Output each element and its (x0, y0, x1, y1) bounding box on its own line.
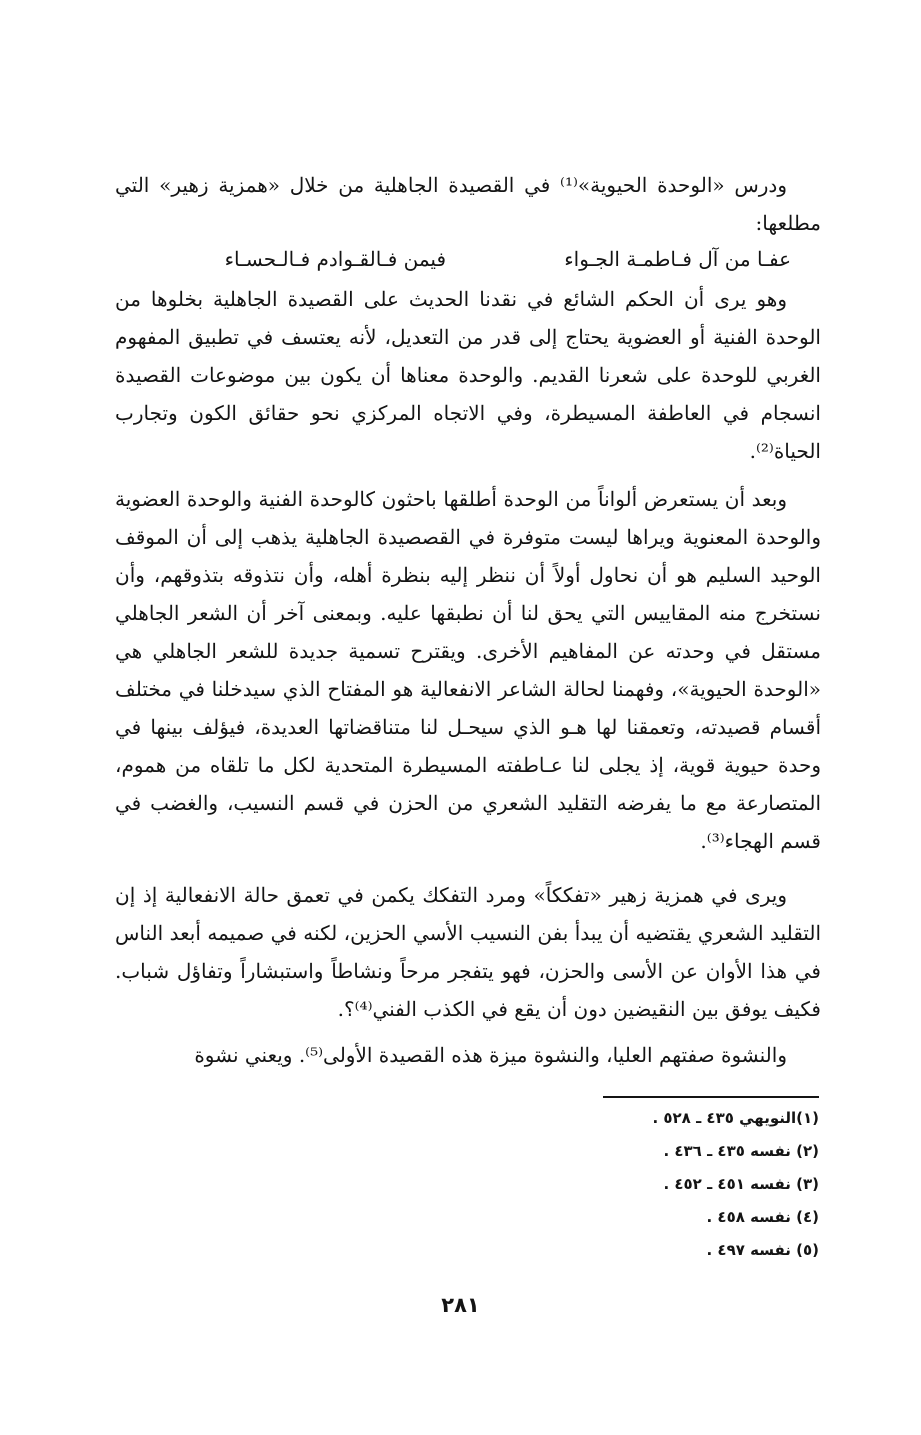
paragraph-intro (115, 166, 821, 242)
footnote-divider (603, 1096, 819, 1098)
poem-verse (110, 240, 791, 280)
verse-first-hemistich: عفـا من آل فـاطمـة الجـواء (564, 247, 791, 271)
page-number: ٢٨١ (441, 1293, 480, 1317)
paragraph-block-3 (115, 480, 821, 860)
paragraph-1: ودرس «الوحدة الحيوية»⁽¹⁾ في القصيدة الجاهلية من خلال «همزية زهير» التي مطلعها: (115, 173, 821, 235)
footnotes-list (499, 1102, 819, 1267)
paragraph-5: والنشوة صفتهم العليا، والنشوة ميزة هذه القصيدة الأولى⁽⁵⁾. ويعني نشوة (194, 1043, 787, 1067)
footnote-1: (١)النويهي ٤٣٥ ـ ٥٢٨ . (652, 1109, 819, 1127)
paragraph-block-5 (115, 1036, 821, 1074)
verse-second-hemistich: فيمن فـالقـوادم فـالـحسـاء (224, 247, 446, 271)
paragraph-block-4 (115, 876, 821, 1028)
paragraph-2: وهو يرى أن الحكم الشائع في نقدنا الحديث على القصيدة الجاهلية بخلوها من الوحدة الفنية أو العضوية يحتاج إلى قدر من التعديل، لأنه يعتسف في تطبيق المفهوم الغربي للوحدة على شعرنا القديم. والوحدة معناها أن يكون بين موضوعات القصيدة انسجام في العاطفة المسيطرة، وفي الاتجاه المركزي نحو حقائق الكون وتجارب الحياة⁽²⁾. (115, 287, 821, 463)
paragraph-4: ويرى في همزية زهير «تفككاً» ومرد التفكك يكمن في تعمق حالة الانفعالية إذ إن التقليد الشعري يقتضيه أن يبدأ بفن النسيب الأسي الحزين، لكنه في صميمه أبعد الناس في هذا الأوان عن الأسى والحزن، فهو يتفجر مرحاً ونشاطاً واستبشاراً وتفاؤل شباب. فكيف يوفق بين النقيضين دون أن يقع في الكذب الفني⁽⁴⁾؟. (115, 883, 821, 1021)
footnote-2: (٢) نفسه ٤٣٥ ـ ٤٣٦ . (663, 1142, 819, 1160)
paragraph-block-2 (115, 280, 821, 470)
paragraph-3: وبعد أن يستعرض ألواناً من الوحدة أطلقها باحثون كالوحدة الفنية والوحدة العضوية والوحدة المعنوية ويراها ليست متوفرة في القصصيدة الجاهلية يذهب إلى أن الموقف الوحيد السليم هو أن نحاول أولاً أن ننظر إليه بنظرة أهله، وأن نتذوقه بتذوقهم، وأن نستخرج منه المقاييس التي يحق لنا أن نطبقها عليه. وبمعنى آخر أن الشعر الجاهلي مستقل في وحدته عن المفاهيم الأخرى. ويقترح تسمية جديدة للشعر الجاهلي هي «الوحدة الحيوية»، وفهمنا لحالة الشاعر الانفعالية هو المفتاح الذي سيدخلنا في مختلف أقسام قصيدته، وتعمقنا لها هـو الذي سيحـل لنا متناقضاتها العديدة، فيؤلف بينها في وحدة حيوية قوية، إذ يجلى لنا عـاطفته المسيطرة المتحدية لكل ما تلقاه من هموم، المتصارعة مع ما يفرضه التقليد الشعري من الحزن في قسم النسيب، والغضب في قسم الهجاء⁽³⁾. (115, 487, 821, 853)
footnote-3: (٣) نفسه ٤٥١ ـ ٤٥٢ . (663, 1175, 819, 1193)
footnote-4: (٤) نفسه ٤٥٨ . (706, 1208, 819, 1226)
footnote-5: (٥) نفسه ٤٩٧ . (706, 1241, 819, 1259)
